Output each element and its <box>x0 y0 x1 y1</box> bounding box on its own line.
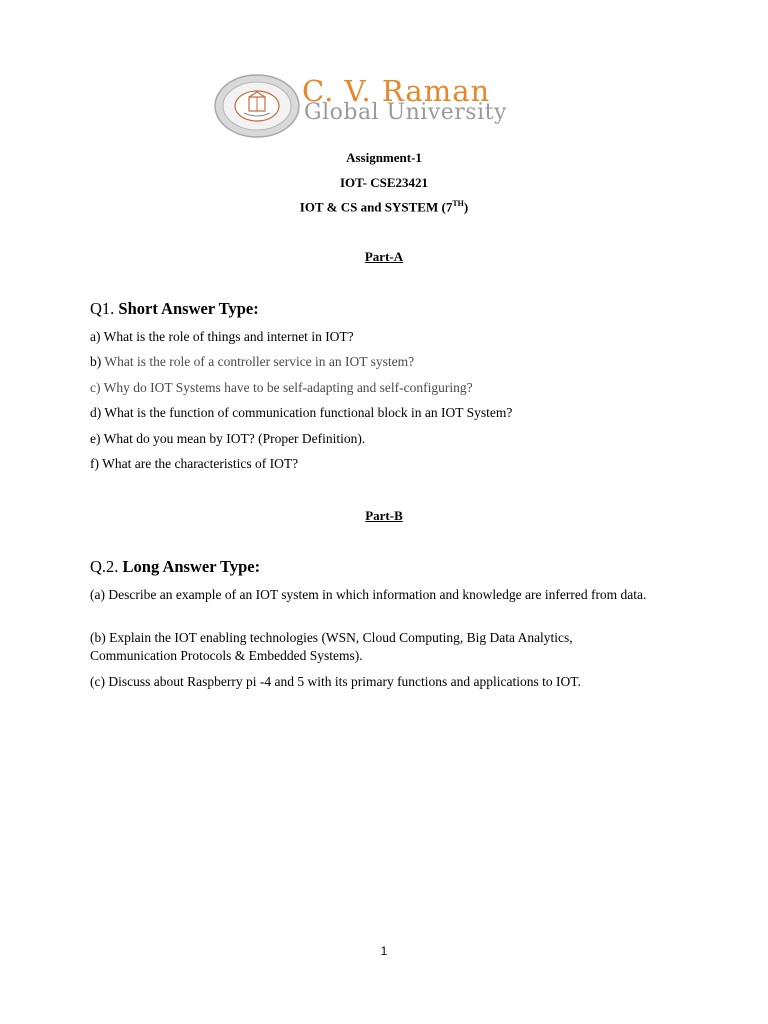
course-title <box>0 199 768 215</box>
university-name: C. V. Raman <box>302 74 491 108</box>
q1-heading <box>90 299 259 319</box>
page-number: 1 <box>380 944 388 958</box>
course-code: IOT- CSE23421 <box>339 175 429 190</box>
university-logo <box>214 70 554 140</box>
q1-item-b <box>90 354 414 370</box>
course-title-main: IOT & CS and SYSTEM (7 <box>299 199 453 215</box>
q1-item-a: a) What is the role of things and internet in IOT? <box>90 329 354 344</box>
q2-item-a: (a) Describe an example of an IOT system in which information and knowledge are inferred from data. <box>90 587 647 602</box>
course-title-sup: TH <box>452 199 464 208</box>
q2-item-b: (b) Explain the IOT enabling technologies (WSN, Cloud Computing, Big Data Analytics, Communication Protocols & Embedded Systems). <box>90 630 573 663</box>
course-title-end: ) <box>463 199 469 215</box>
q1-number: Q1. <box>90 299 115 318</box>
part-a-heading: Part-A <box>364 249 404 264</box>
q1-item-c: c) Why do IOT Systems have to be self-adapting and self-configuring? <box>90 380 473 395</box>
q2-heading <box>90 557 260 577</box>
q1-item-b-prefix: b) <box>90 354 105 369</box>
part-b-heading: Part-B <box>365 508 403 523</box>
q2-item-c: (c) Discuss about Raspberry pi -4 and 5 with its primary functions and applications to IOT. <box>90 674 581 689</box>
q1-item-b-text: What is the role of a controller service in an IOT system? <box>104 354 415 369</box>
university-subtitle: Global University <box>304 100 507 125</box>
q1-title: Short Answer Type: <box>118 299 259 318</box>
q2-title: Long Answer Type: <box>122 557 261 576</box>
q1-item-e: e) What do you mean by IOT? (Proper Definition). <box>90 431 366 446</box>
q1-item-f: f) What are the characteristics of IOT? <box>90 456 299 471</box>
assignment-title: Assignment-1 <box>346 150 422 165</box>
q2-number: Q.2. <box>90 557 119 576</box>
university-seal-icon <box>214 73 300 139</box>
q1-item-d: d) What is the function of communication functional block in an IOT System? <box>90 405 513 420</box>
